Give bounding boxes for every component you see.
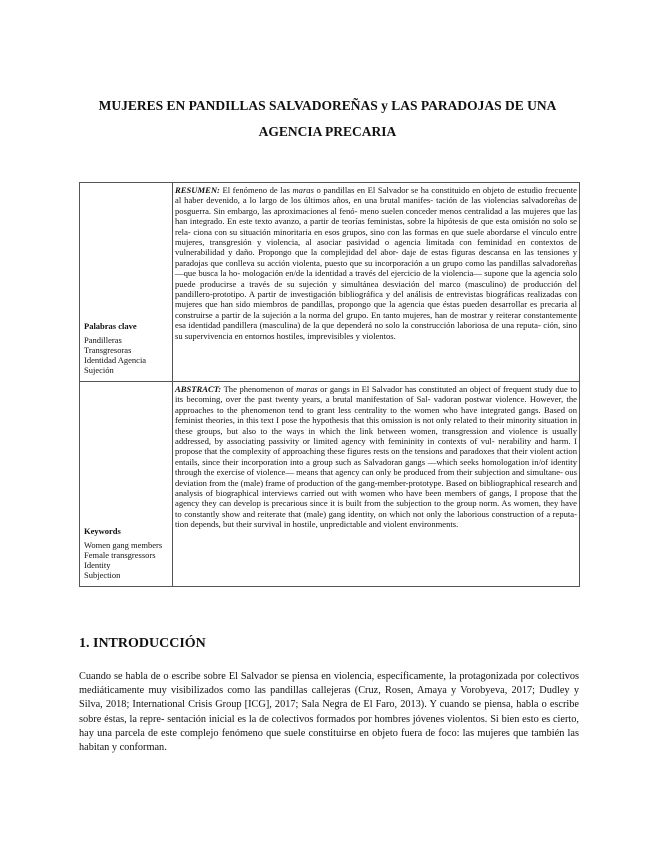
abstract-table bbox=[79, 182, 580, 587]
spanish-abstract-row bbox=[80, 183, 580, 382]
english-keywords-cell bbox=[80, 382, 173, 587]
english-keyword: Women gang members bbox=[84, 540, 163, 550]
spanish-abstract-italic: maras bbox=[292, 185, 314, 195]
spanish-keywords-cell bbox=[80, 183, 173, 382]
english-keyword: Identity bbox=[84, 560, 111, 570]
section-heading: 1. INTRODUCCIÓN bbox=[79, 636, 206, 651]
english-abstract-text bbox=[175, 384, 577, 530]
title-line-2: AGENCIA PRECARIA bbox=[258, 124, 397, 139]
title-line-1: MUJERES EN PANDILLAS SALVADOREÑAS y LAS PARADOJAS DE UNA bbox=[98, 98, 557, 113]
english-abstract-part2: or gangs in El Salvador has constituted an object of frequent study due to its becoming, over the past twenty years, a brutal manifestation of Sal- vadoran postwar violence. However, the approaches to the phenomenon tend to grant less centrality to the women who have integrated gangs. Based on feminist theories, in this text I pose the hypothesis that this omission is not only related to their minority situation in these groups, but also to the ways in which the link between women, transgression and violence is usually addressed, by associating passivity or limited agency with femininity in contexts of vul- nerability and harm. I propose that the complexity of approaching these figures rests on the tensions and paradoxes that their violent action entails, since their incorporation into a group such as Salvadoran gangs —which seeks homologation in/of identity through the exercise of violence— means that agency can only be produced from their subjection and simultane- ous deviation from the (male) frame of production of the gang-member-prototype. Based on bibliographical research and analysis of biographical interviews carried out with women who have been members of gangs, I propose that the agency they can develop is precarious since it is built from the subjection to the group norm. As women, they have to constantly show and reiterate that (male) gang identity, on which not only the laborious construction of a reputa- tion depends, but their survival in hostile, unpredictable and violent environments. bbox=[175, 384, 577, 530]
spanish-abstract-label: RESUMEN: bbox=[175, 185, 220, 195]
spanish-abstract-cell bbox=[173, 183, 580, 382]
spanish-abstract-part1: El fenómeno de las bbox=[222, 185, 290, 195]
spanish-keyword: Sujeción bbox=[84, 365, 114, 375]
spanish-abstract-text bbox=[175, 185, 577, 341]
spanish-keyword: Identidad Agencia bbox=[84, 355, 147, 365]
spanish-keyword: Pandilleras bbox=[84, 335, 122, 345]
body-paragraph: Cuando se habla de o escribe sobre El Salvador se piensa en violencia, específicamente, la protagonizada por colectivos mediáticamente muy visibilizados como las pandillas callejeras (Cruz, Rosen, Amaya y Vorobyeva, 2017; Dudley y Silva, 2018; International Crisis Group [ICG], 2017; Sala Negra de El Faro, 2013). Y cuando se piensa, habla o escribe sobre éstas, la repre- sentación inicial es la de colectivos formados por hombres jóvenes violentos. Si bien esto es cierto, hay una parcela de este complejo fenómeno que suele constituirse en objeto fuera de foco: las mujeres que también las habitan y conforman. bbox=[79, 671, 579, 754]
spanish-keyword: Transgresoras bbox=[84, 345, 132, 355]
english-keyword: Female transgressors bbox=[84, 550, 156, 560]
english-abstract-label: ABSTRACT: bbox=[175, 384, 222, 394]
english-abstract-row bbox=[80, 382, 580, 587]
article-title bbox=[60, 93, 595, 145]
english-abstract-cell bbox=[173, 382, 580, 587]
spanish-keywords-heading: Palabras clave bbox=[84, 321, 137, 331]
english-abstract-italic: maras bbox=[296, 384, 318, 394]
spanish-abstract-part2: o pandillas en El Salvador se ha constituido en objeto de estudio frecuente al haber devenido, a lo largo de los últimos años, en una brutal manifes- tación de las violencias salvadoreñas de posguerra. Sin embargo, las aproximaciones al fenó- meno suelen conceder menos centralidad a las mujeres que las han integrado. En este texto avanzo, a partir de teorías feministas, sobre la hipótesis de que esta omisión no solo se rela- ciona con su situación minoritaria en esos grupos, sino con las formas en que suele abordarse el vínculo entre mujeres, transgresión y violencia, al asociar pasividad o agencia limitada con feminidad en contextos de vulnerabilidad y daño. Propongo que la complejidad del abor- daje de estas figuras descansa en las tensiones y paradojas que conlleva su acción violenta, puesto que su incorporación a un grupo como las pandillas salvadoreñas —que busca la ho- mologación en/de la identidad a través del ejercicio de la violencia— supone que la agencia solo puede producirse a través de su sujeción y simultánea desviación del marco (masculino) de producción del pandillero-prototipo. A partir de investigación bibliográfica y del análisis de entrevistas biográficas realizadas con mujeres que han sido miembros de pandillas, propongo que la agencia que éstas pueden desarrollar es precaria al construirse a partir de la sujeción a la norma del grupo. En tanto mujeres, han de mostrar y reiterar constantemente esa identidad pandillera (masculina) de la que dependerá no solo la construcción laboriosa de una reputa- ción, sino su supervivencia en entornos hostiles, imprevisibles y violentos. bbox=[175, 185, 577, 341]
english-keywords-heading: Keywords bbox=[84, 526, 121, 536]
english-abstract-part1: The phenomenon of bbox=[223, 384, 294, 394]
english-keyword: Subjection bbox=[84, 570, 121, 580]
